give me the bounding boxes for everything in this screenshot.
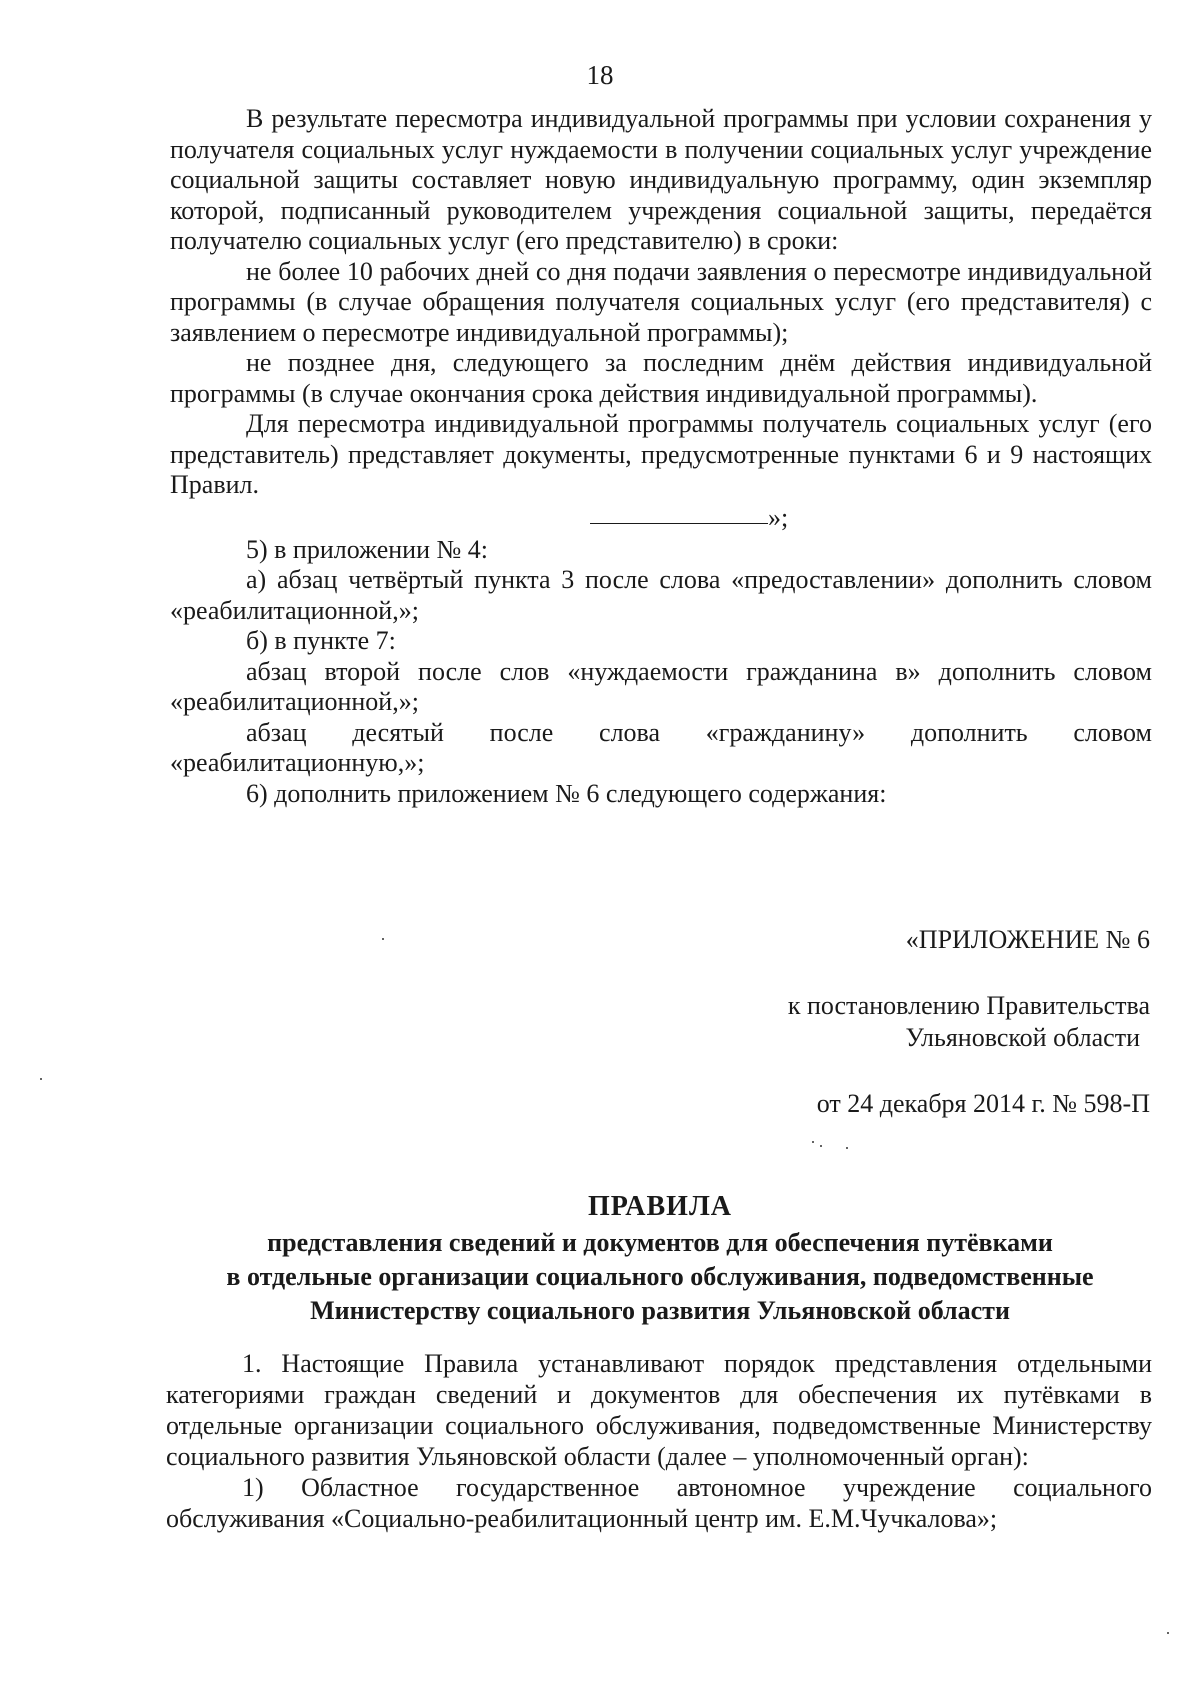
scan-speck	[40, 1078, 42, 1080]
main-text-block	[170, 104, 1152, 809]
amendment-item-5b: б) в пункте 7:	[246, 626, 396, 655]
rules-body	[166, 1348, 1152, 1534]
amendment-item-6: 6) дополнить приложением № 6 следующего содержания:	[246, 778, 887, 808]
paragraph-term-10-days: не более 10 рабочих дней со дня подачи заявления о пересмотре индивидуальной программы (в случае обращения получателя социальных услуг (его представителя) с заявлением о пересмотре индивидуальной программы);	[170, 256, 1152, 347]
appendix-title: «ПРИЛОЖЕНИЕ № 6	[905, 925, 1150, 954]
appendix-reference-line2: Ульяновской области	[905, 1023, 1140, 1052]
appendix-date: от 24 декабря 2014 г. № 598-П	[816, 1089, 1150, 1118]
page-number: 18	[586, 60, 614, 90]
rules-heading	[160, 1190, 1160, 1328]
rules-subtitle	[160, 1226, 1160, 1328]
separator-rule	[590, 523, 768, 524]
separator-line	[170, 501, 1152, 535]
scan-speck	[1167, 1632, 1169, 1634]
scan-speck	[846, 1147, 848, 1149]
rules-subtitle-line2: в отдельные организации социального обслуживания, подведомственные	[226, 1262, 1094, 1291]
rules-subtitle-line3: Министерству социального развития Ульяновской области	[310, 1296, 1010, 1325]
separator-suffix: »;	[768, 502, 789, 532]
paragraph-term-last-day: не позднее дня, следующего за последним днём действия индивидуальной программы (в случае окончания срока действия индивидуальной программы).	[170, 348, 1152, 408]
rules-title: ПРАВИЛА	[587, 1191, 733, 1222]
paragraph-documents: Для пересмотра индивидуальной программы получатель социальных услуг (его представитель) представляет документы, предусмотренные пунктами 6 и 9 настоящих Правил.	[170, 409, 1152, 499]
rules-subtitle-line1: представления сведений и документов для обеспечения путёвками	[267, 1228, 1053, 1257]
rules-item-1-1: 1) Областное государственное автономное учреждение социального обслуживания «Социально-реабилитационный центр им. Е.М.Чучкалова»;	[166, 1473, 1152, 1533]
amendment-item-5: 5) в приложении № 4:	[246, 534, 489, 564]
appendix-reference-line1: к постановлению Правительства	[787, 991, 1150, 1020]
scan-speck	[812, 1141, 814, 1143]
appendix-reference	[600, 990, 1150, 1054]
amendment-item-5b-para10: абзац десятый после слова «гражданину» дополнить словом «реабилитационную,»;	[170, 717, 1152, 777]
scan-speck	[820, 1145, 822, 1147]
paragraph-revision: В результате пересмотра индивидуальной программы при условии сохранения у получателя социальных услуг нуждаемости в получении социальных услуг учреждение социальной защиты составляет новую индивидуальную программу, один экземпляр которой, подписанный руководителем учреждения социальной защиты, передаётся получателю социальных услуг (его представителю) в сроки:	[170, 104, 1152, 255]
rules-item-1: 1. Настоящие Правила устанавливают порядок представления отдельными категориями граждан сведений и документов для обеспечения их путёвками в отдельные организации социального обслуживания, подведомственные Министерству социального развития Ульяновской области (далее – уполномоченный орган):	[166, 1349, 1152, 1471]
amendment-item-5a: а) абзац четвёртый пункта 3 после слова «предоставлении» дополнить словом «реабилитационной,»;	[170, 565, 1152, 625]
amendment-item-5b-para2: абзац второй после слов «нуждаемости гражданина в» дополнить словом «реабилитационной,»;	[170, 656, 1152, 716]
scan-speck	[382, 938, 384, 940]
